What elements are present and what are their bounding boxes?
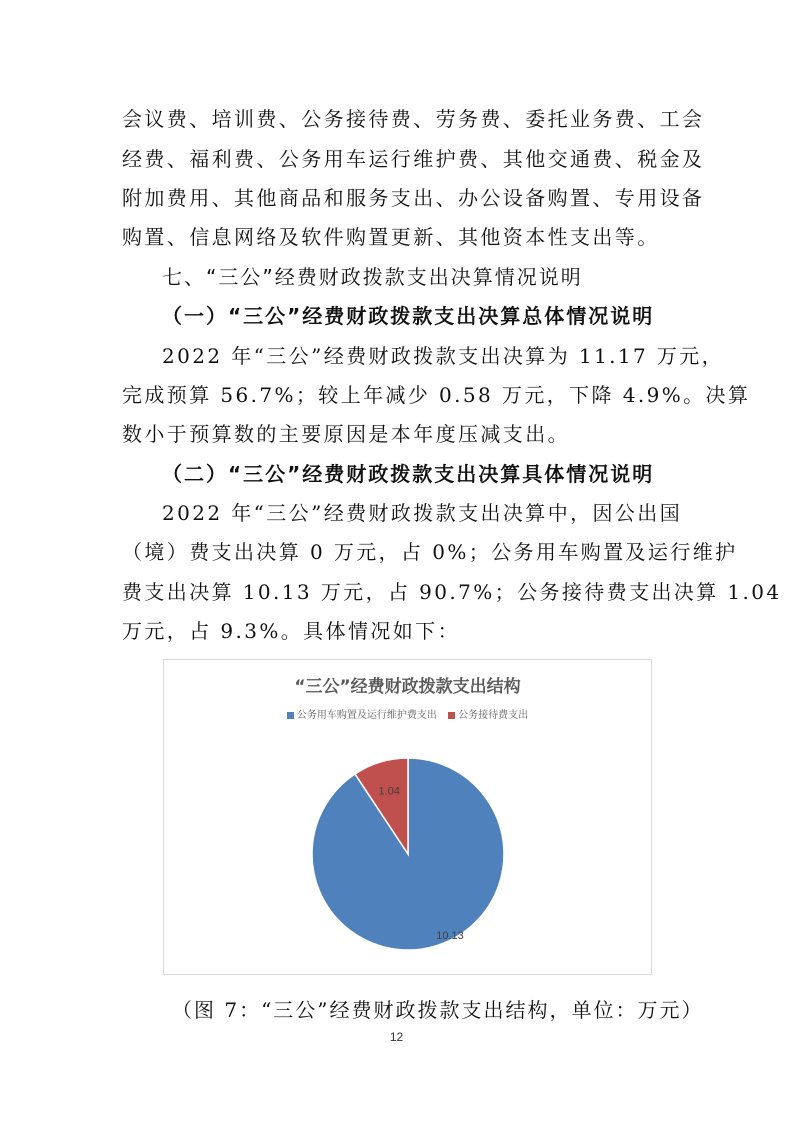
text-line: 购置、信息网络及软件购置更新、其他资本性支出等。 <box>122 225 660 249</box>
text-line: 2022 年“三公”经费财政拨款支出决算中，因公出国 <box>162 501 683 525</box>
pie-chart <box>163 659 652 975</box>
text-line: 会议费、培训费、公务接待费、劳务费、委托业务费、工会 <box>122 107 705 131</box>
text-line: 费支出决算 10.13 万元，占 90.7%；公务接待费支出决算 1.04 <box>122 580 782 604</box>
text-line: 万元，占 9.3%。具体情况如下： <box>122 619 460 643</box>
text-line: 2022 年“三公”经费财政拨款支出决算为 11.17 万元， <box>162 344 725 368</box>
pie-svg <box>164 660 653 976</box>
text-line: （境）费支出决算 0 万元，占 0%；公务用车购置及运行维护 <box>122 540 738 564</box>
subsection-heading: （一）“三公”经费财政拨款支出决算总体情况说明 <box>162 304 655 328</box>
section-heading: 七、“三公”经费财政拨款支出决算情况说明 <box>162 265 583 289</box>
legend-label: 公务用车购置及运行维护费支出 <box>296 710 437 721</box>
figure-caption: （图 7：“三公”经费财政拨款支出结构，单位：万元） <box>172 998 704 1022</box>
text-line: 完成预算 56.7%；较上年减少 0.58 万元，下降 4.9%。决算 <box>122 383 751 407</box>
pie-data-label: 10.13 <box>436 929 464 942</box>
text-line: 经费、福利费、公务用车运行维护费、其他交通费、税金及 <box>122 147 705 171</box>
legend-label: 公务接待费支出 <box>458 710 529 721</box>
page-number: 12 <box>389 1030 404 1044</box>
subsection-heading: （二）“三公”经费财政拨款支出决算具体情况说明 <box>162 462 655 486</box>
text-line: 附加费用、其他商品和服务支出、办公设备购置、专用设备 <box>122 186 705 210</box>
pie-data-label: 1.04 <box>378 785 400 798</box>
chart-title: “三公”经费财政拨款支出结构 <box>294 677 521 697</box>
text-line: 数小于预算数的主要原因是本年度压减支出。 <box>122 422 570 446</box>
